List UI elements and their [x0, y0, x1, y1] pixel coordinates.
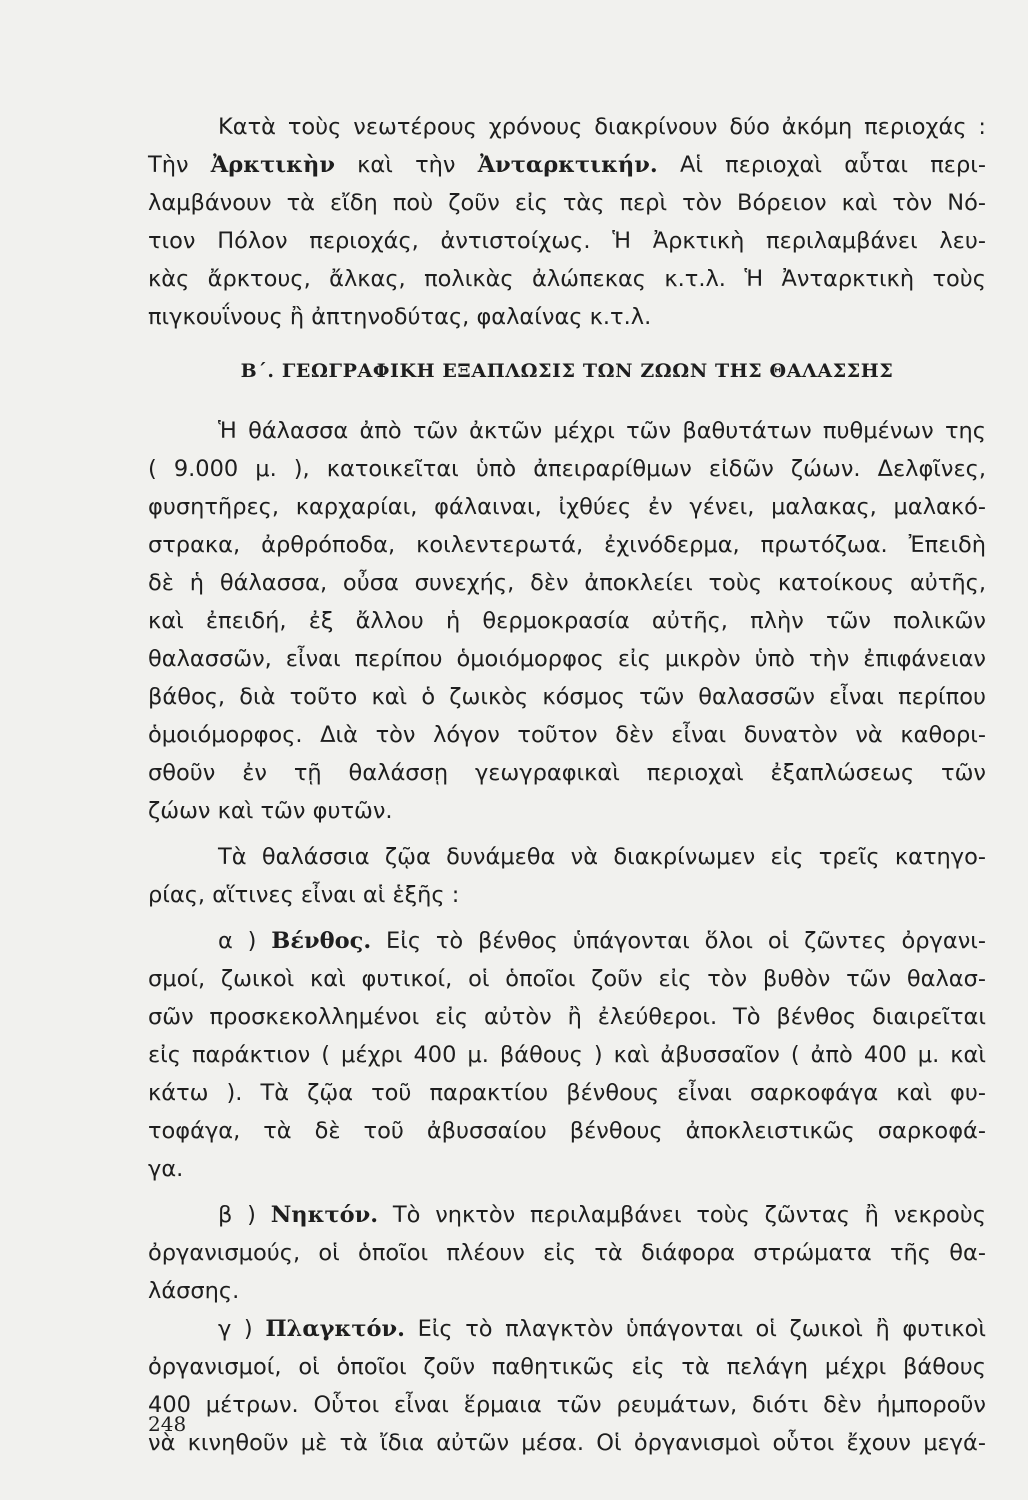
page-number: 248: [148, 1412, 187, 1436]
text-line: Τὴν Ἀρκτικὴν καὶ τὴν Ἀνταρκτικήν. Αἱ περιοχαὶ αὗται περι-: [148, 152, 986, 178]
text-line: Τὰ θαλάσσια ζῷα δυνάμεθα νὰ διακρίνωμεν εἰς τρεῖς κατηγο-: [218, 844, 986, 870]
list-item-gamma: γ ) Πλαγκτόν. Εἰς τὸ πλαγκτὸν ὑπάγονται οἱ ζωικοὶ ἢ φυτικοὶ: [218, 1316, 986, 1342]
text-line: ὁμοιόμορφος. Διὰ τὸν λόγον τοῦτον δὲν εἶναι δυνατὸν νὰ καθορι-: [148, 722, 986, 748]
text-line: δὲ ἡ θάλασσα, οὖσα συνεχής, δὲν ἀποκλείει τοὺς κατοίκους αὐτῆς,: [148, 570, 986, 596]
text-line: καὶ ἐπειδή, ἐξ ἄλλου ἡ θερμοκρασία αὐτῆς, πλὴν τῶν πολικῶν: [148, 608, 986, 634]
text-line: λάσσης.: [148, 1278, 240, 1304]
text-line: κὰς ἄρκτους, ἄλκας, πολικὰς ἀλώπεκας κ.τ.λ. Ἡ Ἀνταρκτικὴ τοὺς: [148, 266, 986, 292]
text-line: σθοῦν ἐν τῇ θαλάσσῃ γεωγραφικαὶ περιοχαὶ ἐξαπλώσεως τῶν: [148, 760, 986, 786]
list-item-alpha: α ) Βένθος. Εἰς τὸ βένθος ὑπάγονται ὅλοι οἱ ζῶντες ὀργανι-: [218, 928, 986, 954]
text-line: φυσητῆρες, καρχαρίαι, φάλαιναι, ἰχθύες ἐν γένει, μαλακας, μαλακό-: [148, 494, 986, 520]
text-line: εἰς παράκτιον ( μέχρι 400 μ. βάθους ) καὶ ἀβυσσαῖον ( ἀπὸ 400 μ. καὶ: [148, 1042, 986, 1068]
text-line: νὰ κινηθοῦν μὲ τὰ ἴδια αὐτῶν μέσα. Οἱ ὀργανισμοὶ οὗτοι ἔχουν μεγά-: [148, 1430, 986, 1456]
text-line: ( 9.000 μ. ), κατοικεῖται ὑπὸ ἀπειραρίθμων εἰδῶν ζώων. Δελφῖνες,: [148, 456, 986, 482]
text-line: ζώων καὶ τῶν φυτῶν.: [148, 798, 393, 824]
text-line: βάθος, διὰ τοῦτο καὶ ὁ ζωικὸς κόσμος τῶν θαλασσῶν εἶναι περίπου: [148, 684, 986, 710]
text-line: ὀργανισμοί, οἱ ὁποῖοι ζοῦν παθητικῶς εἰς τὰ πελάγη μέχρι βάθους: [148, 1354, 986, 1380]
text-line: ρίας, αἵτινες εἶναι αἱ ἑξῆς :: [148, 882, 460, 908]
text-line: σῶν προσκεκολλημένοι εἰς αὐτὸν ἢ ἐλεύθεροι. Τὸ βένθος διαιρεῖται: [148, 1004, 986, 1030]
text-line: γα.: [148, 1156, 184, 1182]
term-nekton: Νηκτόν.: [270, 1202, 379, 1228]
section-heading: Β΄. ΓΕΩΓΡΑΦΙΚΗ ΕΞΑΠΛΩΣΙΣ ΤΩΝ ΖΩΩΝ ΤΗΣ ΘΑΛΑΣΣΗΣ: [240, 360, 894, 382]
term-benthos: Βένθος.: [271, 928, 372, 954]
text-line: κάτω ). Τὰ ζῷα τοῦ παρακτίου βένθους εἶναι σαρκοφάγα καὶ φυ-: [148, 1080, 986, 1106]
text-line: σμοί, ζωικοὶ καὶ φυτικοί, οἱ ὁποῖοι ζοῦν εἰς τὸν βυθὸν τῶν θαλασ-: [148, 966, 986, 992]
list-item-beta: β ) Νηκτόν. Τὸ νηκτὸν περιλαμβάνει τοὺς ζῶντας ἢ νεκροὺς: [218, 1202, 986, 1228]
text-line: θαλασσῶν, εἶναι περίπου ὁμοιόμορφος εἰς μικρὸν ὑπὸ τὴν ἐπιφάνειαν: [148, 646, 986, 672]
text-line: Ἡ θάλασσα ἀπὸ τῶν ἀκτῶν μέχρι τῶν βαθυτάτων πυθμένων της: [218, 418, 986, 444]
text-line: 400 μέτρων. Οὗτοι εἶναι ἕρμαια τῶν ρευμάτων, διότι δὲν ἠμποροῦν: [148, 1392, 986, 1418]
text-line: τιον Πόλον περιοχάς, ἀντιστοίχως. Ἡ Ἀρκτικὴ περιλαμβάνει λευ-: [148, 228, 986, 254]
text-line: λαμβάνουν τὰ εἴδη ποὺ ζοῦν εἰς τὰς περὶ τὸν Βόρειον καὶ τὸν Νό-: [148, 190, 986, 216]
text-line: στρακα, ἀρθρόποδα, κοιλεντερωτά, ἐχινόδερμα, πρωτόζωα. Ἐπειδὴ: [148, 532, 986, 558]
term-arktiki: Ἀρκτικὴν: [210, 152, 335, 178]
text-line: τοφάγα, τὰ δὲ τοῦ ἀβυσσαίου βένθους ἀποκλειστικῶς σαρκοφά-: [148, 1118, 986, 1144]
term-plankton: Πλαγκτόν.: [265, 1316, 405, 1342]
text-line: Κατὰ τοὺς νεωτέρους χρόνους διακρίνουν δύο ἀκόμη περιοχάς :: [218, 114, 986, 140]
term-antarktiki: Ἀνταρκτικήν.: [477, 152, 658, 178]
text-line: ὀργανισμούς, οἱ ὁποῖοι πλέουν εἰς τὰ διάφορα στρώματα τῆς θα-: [148, 1240, 986, 1266]
text-line: πιγκουΐνους ἢ ἀπτηνοδύτας, φαλαίνας κ.τ.λ.: [148, 304, 652, 330]
